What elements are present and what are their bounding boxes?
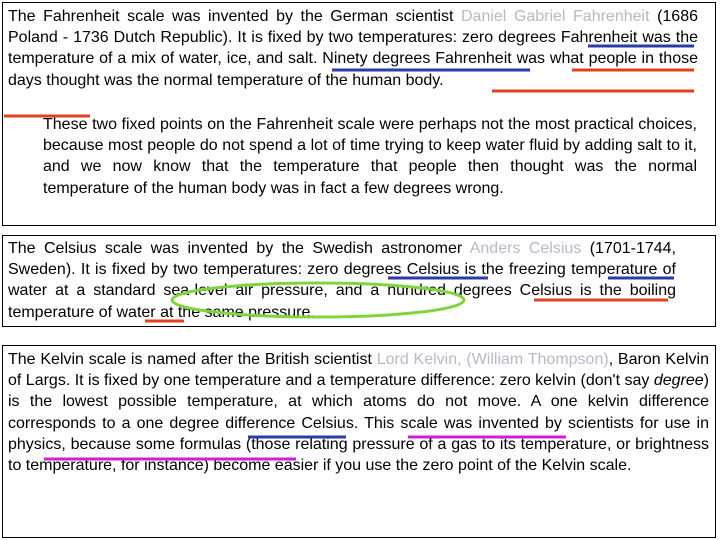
kelvin-paragraph [8, 349, 709, 476]
fahrenheit-paragraph-2 [43, 114, 697, 199]
fahrenheit-text: (1686 Poland - 1736 Dutch Republic). It is fixed by two temperatures: zero degrees Fahrenheit was the temperature of a mix of water, ice, and salt. Ninety degrees Fahrenheit was what people in those days thought was the normal temperature of the human body. [8, 8, 698, 89]
fahrenheit-paragraph-1 [8, 6, 698, 91]
kelvin-box [2, 345, 716, 538]
kelvin-intro: The Kelvin scale is named after the British scientist [8, 351, 377, 368]
fahrenheit-p2-text: These two fixed points on the Fahrenheit scale were perhaps not the most practical choices, because most people do not spend a lot of time trying to keep water fluid by adding salt to it, and we now know that the temperature that people then thought was the normal temperature of the human body was in fact a few degrees wrong. [43, 116, 697, 197]
celsius-paragraph [8, 238, 676, 323]
celsius-intro: The Celsius scale was invented by the Swedish astronomer [8, 240, 470, 257]
celsius-text: (1701-1744, Sweden). It is fixed by two temperatures: zero degrees Celsius is the freezing temperature of water at a standard sea-level air pressure, and a hundred degrees Celsius is the boiling temperature of water at the same pressure. [8, 240, 676, 321]
kelvin-link[interactable]: Lord Kelvin, (William Thompson) [376, 351, 609, 368]
kelvin-text-1: , Baron Kelvin of Largs. It is fixed by one temperature and a temperature difference: zero kelvin (don't say [8, 351, 710, 390]
celsius-link[interactable]: Anders Celsius [469, 240, 590, 257]
fahrenheit-intro: The Fahrenheit scale was invented by the German scientist [8, 8, 461, 25]
celsius-box [2, 235, 716, 327]
fahrenheit-box [2, 2, 716, 226]
kelvin-text-2: ) is the lowest possible temperature, at which atoms do not move. A one kelvin difference corresponds to a one degree difference Celsius. This scale was invented by scientists for use in physics, because some formulas (those relating pressure of a gas to its temperature, or brightness to temperature, for instance) become easier if you use the zero point of the Kelvin scale. [8, 372, 709, 475]
fahrenheit-link[interactable]: Daniel Gabriel Fahrenheit [461, 8, 650, 25]
kelvin-degree-emphasis: degree [653, 372, 704, 390]
